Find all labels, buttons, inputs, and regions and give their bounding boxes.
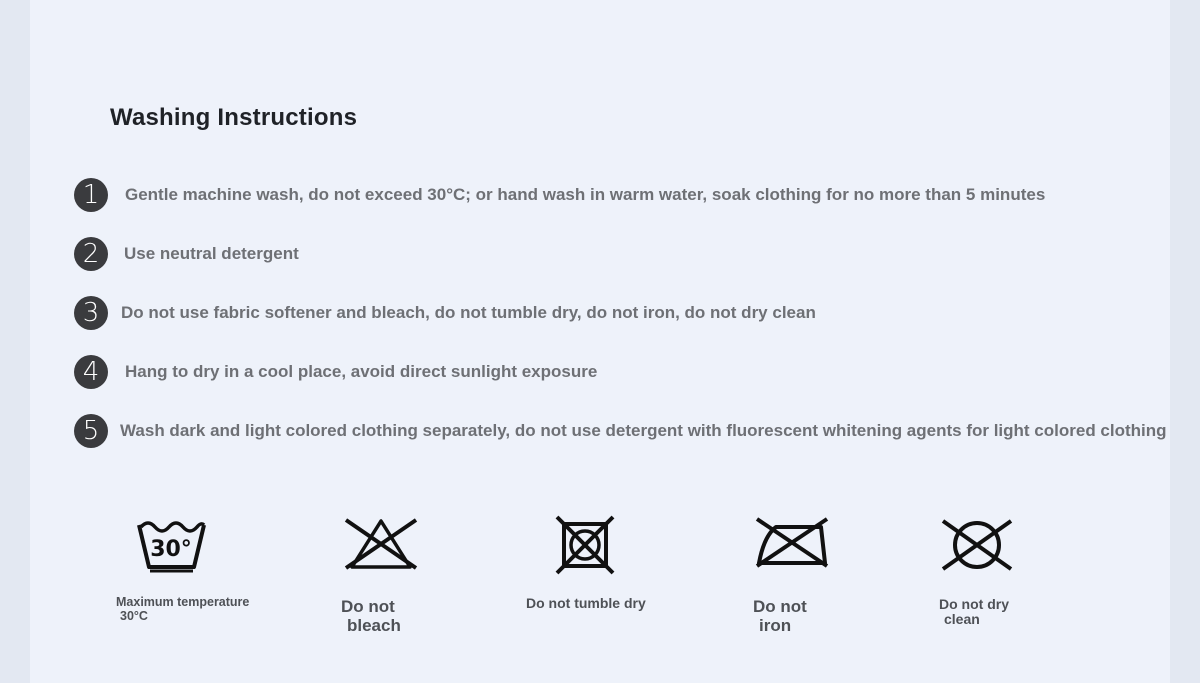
symbol-caption-no-tumble-dry: Do not tumble dry [526,595,646,611]
step-number-badge: 3 [74,296,108,330]
step-text: Do not use fabric softener and bleach, do not tumble dry, do not iron, do not dry clean [121,303,816,322]
wash-basin-30-icon [134,516,210,574]
step-number-badge: 1 [74,178,108,212]
no-bleach-icon [344,516,418,572]
no-iron-icon [754,516,830,570]
step-text: Wash dark and light colored clothing separately, do not use detergent with fluorescent whitening agents for light colored clothing [120,421,1167,440]
symbol-caption-max-temp: Maximum temperature 30°C [116,595,250,623]
page-title: Washing Instructions [110,104,358,131]
no-dry-clean-icon [940,516,1014,574]
washing-instructions-panel [30,0,1170,683]
symbol-caption-no-iron: Do not iron [753,597,807,635]
step-number-badge: 5 [74,414,108,448]
step-number-badge: 4 [74,355,108,389]
symbol-caption-no-dry-clean: Do not dry clean [939,596,1009,628]
step-text: Use neutral detergent [124,244,299,263]
no-tumble-dry-icon [554,514,616,576]
symbol-caption-no-bleach: Do not bleach [341,597,401,635]
step-text: Hang to dry in a cool place, avoid direct sunlight exposure [125,362,598,381]
step-number-badge: 2 [74,237,108,271]
wash-temperature-label: 30° [150,537,192,562]
step-text: Gentle machine wash, do not exceed 30°C; or hand wash in warm water, soak clothing for no more than 5 minutes [125,185,1046,204]
